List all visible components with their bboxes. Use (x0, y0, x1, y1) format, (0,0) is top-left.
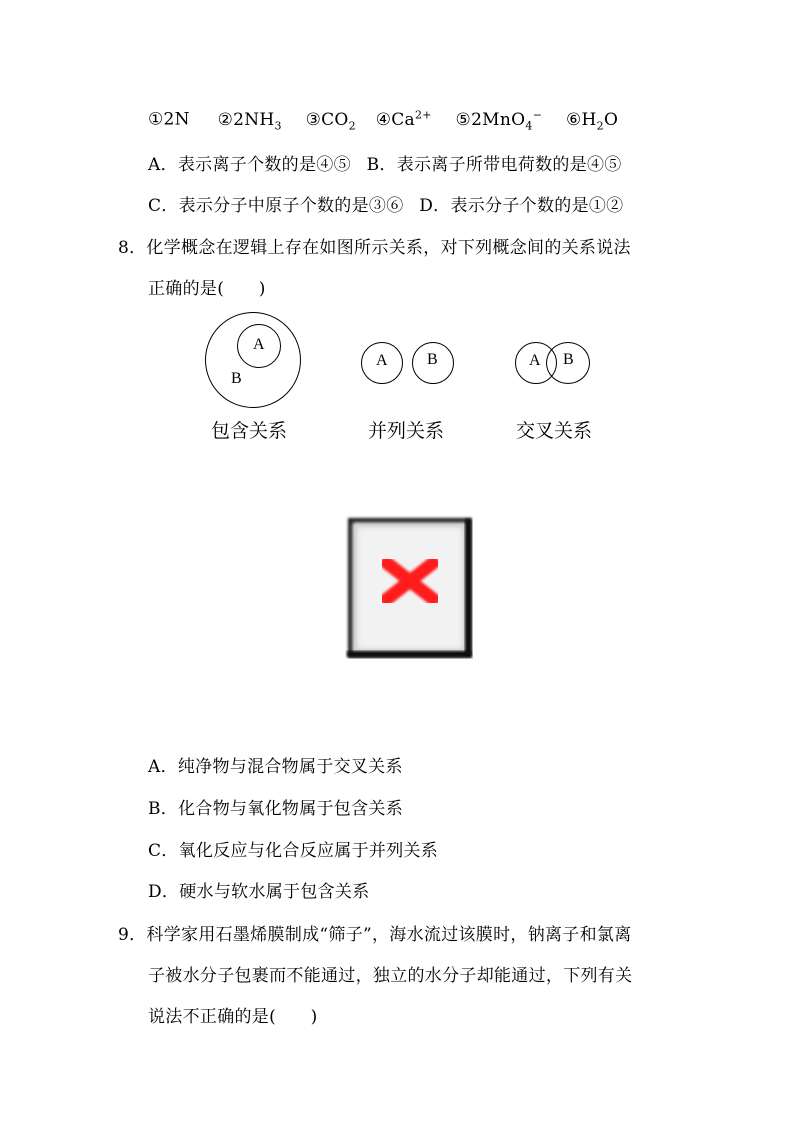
q8-stem-text: 化学概念在逻辑上存在如图所示关系，对下列概念间的关系说法 (146, 238, 631, 258)
q8-number: 8． (118, 238, 147, 258)
parallel-label-b: B (427, 351, 438, 368)
q7-formula-2: $②2NH_3$ (217, 109, 282, 133)
q9-stem-line1 (118, 920, 632, 945)
q8-stem-line1 (118, 233, 631, 258)
q7-formula-line (148, 108, 618, 132)
caption-containment: 包含关系 (211, 420, 288, 442)
q7-choice-row-cd (148, 191, 623, 216)
parallel-label-a: A (376, 352, 388, 369)
q7-choice-c: C．表示分子中原子个数的是③⑥ (148, 196, 404, 216)
containment-label-b: B (231, 370, 242, 387)
q9-stem-text: 科学家用石墨烯膜制成“筛子”，海水流过该膜时，钠离子和氯离 (146, 925, 632, 945)
q7-choice-a: A．表示离子个数的是④⑤ (148, 155, 351, 175)
caption-parallel: 并列关系 (368, 420, 445, 442)
q7-choice-b: B．表示离子所带电荷数的是④⑤ (366, 155, 622, 175)
cross-label-b: B (563, 351, 574, 368)
broken-image-icon (345, 513, 473, 659)
q7-formula-6: $⑥H_2O$ (565, 109, 619, 133)
caption-cross: 交叉关系 (516, 420, 593, 442)
q8-choice-d: D．硬水与软水属于包含关系 (148, 882, 370, 902)
q8-choice-c: C．氧化反应与化合反应属于并列关系 (148, 841, 439, 861)
q7-formula-1: ①2N (148, 109, 190, 130)
q8-choice-a: A．纯净物与混合物属于交叉关系 (148, 757, 403, 777)
cross-label-a: A (529, 352, 541, 369)
containment-label-a: A (253, 336, 265, 353)
q7-formula-5: ⑤2MnO$_4$− (455, 108, 543, 133)
q7-formula-4: $④Ca^{2+}$ (375, 108, 432, 130)
q8-choice-b: B．化合物与氧化物属于包含关系 (148, 799, 403, 819)
q7-formula-3: $③CO_2$ (305, 109, 356, 133)
q9-stem-line3: 说法不正确的是( ) (148, 1007, 318, 1027)
q7-choice-row-ab (148, 150, 622, 175)
relationship-diagram (190, 312, 620, 452)
q9-stem-line2: 子被水分子包裹而不能通过，独立的水分子却能通过，下列有关 (148, 966, 633, 986)
q7-choice-d: D．表示分子个数的是①② (419, 196, 624, 216)
q8-stem-line2: 正确的是( ) (148, 279, 266, 299)
q9-number: 9． (118, 925, 147, 945)
